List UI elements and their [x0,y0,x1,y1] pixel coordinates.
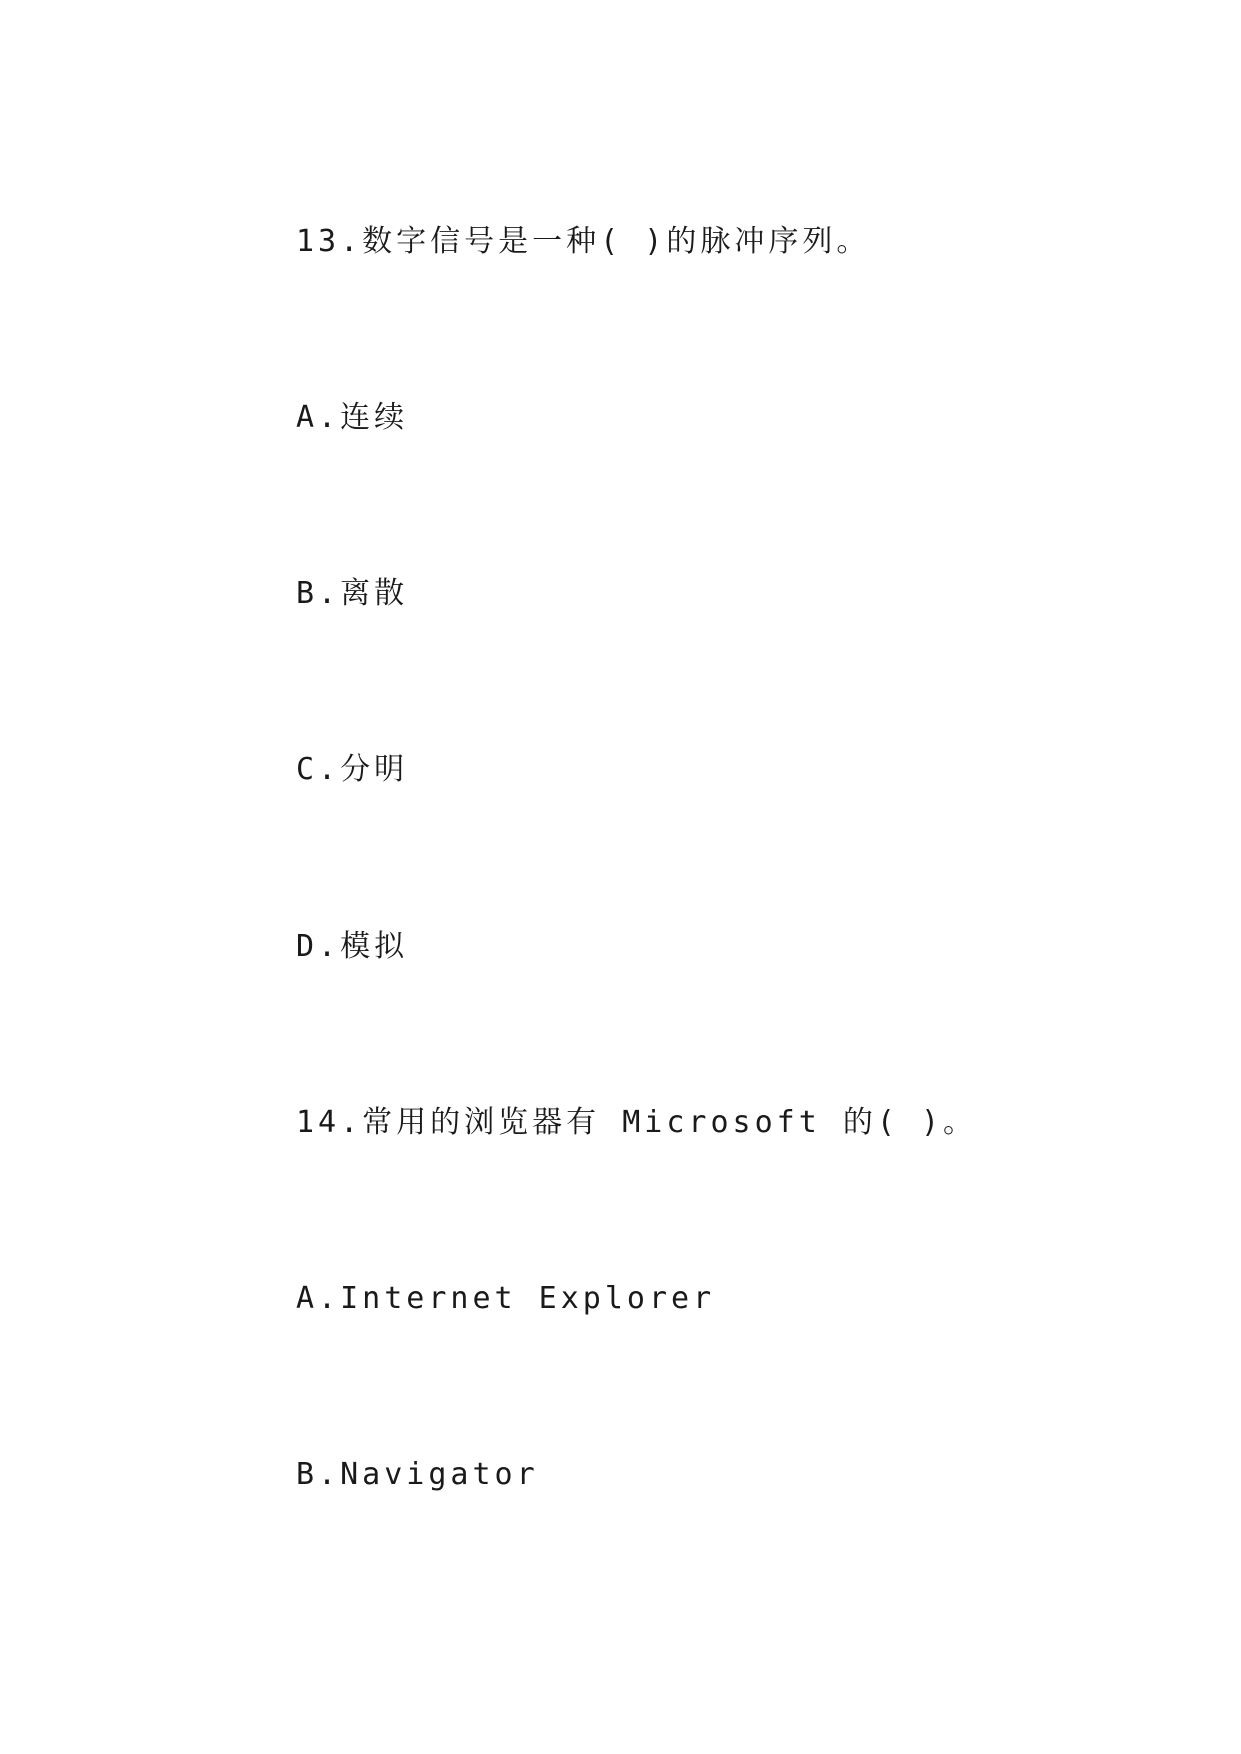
question-13-option-b: B.离散 [296,576,409,611]
question-13-option-d: D.模拟 [296,929,409,964]
question-13-option-c: C.分明 [296,752,409,787]
question-13-option-a: A.连续 [296,400,409,435]
question-14-option-b: B.Navigator [296,1457,539,1492]
question-14-stem: 14.常用的浏览器有 Microsoft 的( )。 [296,1105,978,1140]
question-13-stem: 13.数字信号是一种( )的脉冲序列。 [296,224,871,259]
question-14-option-a: A.Internet Explorer [296,1281,716,1316]
